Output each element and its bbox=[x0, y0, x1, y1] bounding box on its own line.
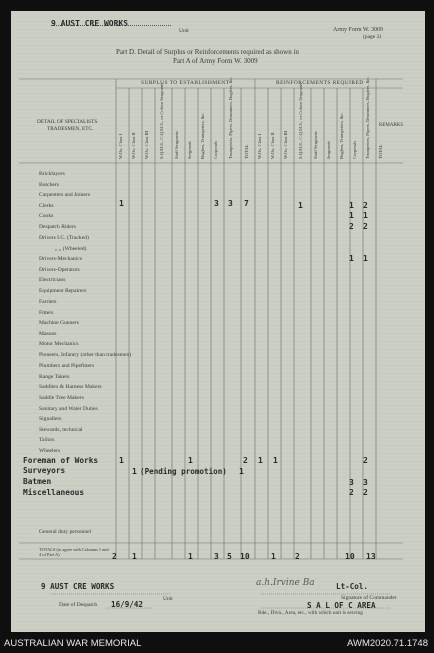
archive-footer bbox=[0, 632, 434, 653]
cell-totals-s2: 1 bbox=[132, 552, 137, 561]
row-label: Despatch Riders bbox=[39, 224, 76, 230]
cell-foreman-s6: 1 bbox=[188, 456, 193, 465]
unit-label: Unit bbox=[179, 28, 189, 34]
cell-totals-s10: 10 bbox=[240, 552, 250, 561]
despatch-date-label: Date of Despatch bbox=[59, 602, 98, 608]
cell-drivers-mech-r8: 1 bbox=[349, 254, 354, 263]
cell-foreman-r10: 2 bbox=[363, 456, 368, 465]
surplus-column-header: W.Os. Class III bbox=[144, 130, 149, 159]
cell-foreman-s1: 1 bbox=[119, 456, 124, 465]
cell-batmen-r8: 3 bbox=[349, 478, 354, 487]
archive-reference: AWM2020.71.1748 bbox=[347, 638, 428, 649]
surplus-header: SURPLUS TO ESTABLISHMENT bbox=[141, 80, 230, 86]
surplus-column-header: Corporals bbox=[213, 140, 218, 159]
row-label: Sanitary and Water Duties bbox=[39, 406, 98, 412]
row-label: Drivers I.C. (Tracked) bbox=[39, 235, 89, 241]
row-general-duty: General duty personnel bbox=[39, 529, 92, 535]
row-label: „ „ (Wheeled) bbox=[55, 246, 87, 252]
row-label: Clerks bbox=[39, 203, 54, 209]
row-label: Fitters bbox=[39, 310, 54, 316]
despatch-date: 16/9/42 bbox=[111, 600, 144, 609]
reinforcement-column-header: Corporals bbox=[352, 140, 357, 159]
signature-label: Signature of Commander bbox=[341, 595, 397, 601]
detail-header-line2: TRADESMEN, ETC. bbox=[47, 126, 94, 132]
reinforcement-column-header: W.Os. Class III bbox=[283, 130, 288, 159]
area-label: Bde., Divn., Area, etc., with which unit is serving bbox=[258, 610, 363, 616]
cell-totals-s1: 2 bbox=[112, 552, 117, 561]
cell-batmen-r10: 3 bbox=[363, 478, 368, 487]
row-label: Plumbers and Pipefitters bbox=[39, 363, 94, 369]
cell-foreman-r2: 1 bbox=[273, 456, 278, 465]
row-label: Tailors bbox=[39, 437, 55, 443]
cell-despatch-r10: 2 bbox=[363, 222, 368, 231]
cell-totals-r1: 1 bbox=[271, 552, 276, 561]
surplus-column-header: W.Os. Class I bbox=[118, 133, 123, 159]
cell-clerks-r10: 2 bbox=[363, 201, 368, 210]
surplus-column-header: W.Os. Class II bbox=[131, 132, 136, 159]
row-surveyors: Surveyors bbox=[23, 466, 66, 475]
row-label: Carpenters and Joiners bbox=[39, 192, 90, 198]
commander-rank: Lt-Col. bbox=[336, 582, 369, 591]
reinforcement-column-header: Staff Sergeants bbox=[313, 131, 318, 159]
surplus-column-header: Staff Sergeants bbox=[174, 131, 179, 159]
cell-clerks-r8: 1 bbox=[349, 201, 354, 210]
row-label: Wheelers bbox=[39, 448, 61, 454]
row-label: Bricklayers bbox=[39, 171, 65, 177]
commander-signature: a.h.Irvine Ba bbox=[256, 578, 315, 588]
cell-clerks-s9: 3 bbox=[228, 199, 233, 208]
unit-typed: 9 AUST CRE WORKS bbox=[51, 19, 129, 28]
cell-totals-r10: 13 bbox=[366, 552, 376, 561]
row-label: Stewards, technical bbox=[39, 427, 83, 433]
row-label: Electricians bbox=[39, 277, 66, 283]
remarks-header: REMARKS bbox=[379, 123, 404, 128]
row-label: Signallers bbox=[39, 416, 62, 422]
surplus-column-header: Buglers, Trumpeters, &c. bbox=[200, 112, 205, 159]
row-label: Masons bbox=[39, 331, 57, 337]
cell-foreman-s10: 2 bbox=[243, 456, 248, 465]
surplus-column-header: S.Q.M.S., C.Q.M.S., or Colour Sergeants bbox=[159, 83, 164, 159]
cell-despatch-r8: 2 bbox=[349, 222, 354, 231]
row-label: Butchers bbox=[39, 182, 59, 188]
archive-name: AUSTRALIAN WAR MEMORIAL bbox=[4, 638, 142, 649]
row-label: Motor Mechanics bbox=[39, 341, 79, 347]
part-title-line2: Part A of Army Form W. 3009 bbox=[173, 57, 258, 65]
row-foreman-of-works: Foreman of Works bbox=[23, 456, 99, 465]
cell-totals-s6: 1 bbox=[188, 552, 193, 561]
cell-totals-r8: 10 bbox=[345, 552, 355, 561]
reinforcement-column-header: Buglers, Trumpeters, &c. bbox=[339, 112, 344, 159]
cell-clerks-s8: 3 bbox=[214, 199, 219, 208]
reinforcement-column-header: W.Os. Class I bbox=[257, 133, 262, 159]
reinforcement-column-header: TOTAL bbox=[378, 144, 383, 159]
row-label: Cooks bbox=[39, 213, 54, 219]
cell-drivers-mech-r10: 1 bbox=[363, 254, 368, 263]
row-label: Drivers-Operators bbox=[39, 267, 80, 273]
bottom-unit-label: Unit bbox=[163, 596, 173, 602]
part-title-line1: Part D. Detail of Surplus or Reinforcements required as shown in bbox=[116, 48, 299, 56]
cell-surveyors-s10: 1 bbox=[239, 467, 244, 476]
reinforcement-column-header: S.Q.M.S., C.Q.M.S., or Colour Sergeants bbox=[298, 83, 303, 159]
cell-foreman-r1: 1 bbox=[258, 456, 263, 465]
cell-clerks-s10: 7 bbox=[244, 199, 249, 208]
row-label: Pioneers, Infantry (other than tradesmen) bbox=[39, 352, 132, 358]
row-batmen: Batmen bbox=[23, 477, 52, 486]
row-label: Farriers bbox=[39, 299, 57, 305]
surplus-column-header: TOTAL bbox=[244, 144, 249, 159]
reinforcement-column-header: Trumpeters, Pipers, Drummers, Buglers, &c. bbox=[365, 76, 370, 159]
cell-surveyors-s2: 1 bbox=[132, 467, 137, 476]
row-label: Saddlers & Harness Makers bbox=[39, 384, 102, 390]
reinforcements-header: REINFORCEMENTS REQUIRED bbox=[276, 80, 364, 86]
surplus-column-header: Sergeants bbox=[187, 141, 192, 159]
totals-label: TOTALS (to agree with Columns 1 and 4 of Part A) bbox=[39, 547, 109, 557]
reinforcement-column-header: Sergeants bbox=[326, 141, 331, 159]
row-label: Machine Gunners bbox=[39, 320, 79, 326]
surplus-column-header: Trumpeters, Pipers, Drummers, Buglers, &c. bbox=[228, 76, 233, 159]
detail-header-line1: DETAIL OF SPECIALISTS bbox=[37, 119, 98, 125]
cell-totals-s9: 5 bbox=[227, 552, 232, 561]
form-ref: Army Form W. 3009 bbox=[333, 27, 384, 33]
page-ref: (page 2) bbox=[363, 34, 382, 40]
cell-totals-r2: 2 bbox=[295, 552, 300, 561]
row-miscellaneous: Miscellaneous bbox=[23, 488, 85, 497]
cell-cooks-r8: 1 bbox=[349, 211, 354, 220]
cell-cooks-r10: 1 bbox=[363, 211, 368, 220]
cell-clerks-s1: 1 bbox=[119, 199, 124, 208]
row-label: Equipment Repairers bbox=[39, 288, 87, 294]
cell-misc-r8: 2 bbox=[349, 488, 354, 497]
row-label: Drivers-Mechanics bbox=[39, 256, 82, 262]
row-label: Range Takers bbox=[39, 374, 70, 380]
area-typed: S A L OF C AREA bbox=[307, 601, 376, 610]
cell-totals-s8: 3 bbox=[214, 552, 219, 561]
row-label: Saddle Tree Makers bbox=[39, 395, 84, 401]
cell-clerks-r4: 1 bbox=[298, 201, 303, 210]
army-form-page bbox=[11, 11, 425, 632]
bottom-unit-typed: 9 AUST CRE WORKS bbox=[41, 582, 115, 591]
cell-misc-r10: 2 bbox=[363, 488, 368, 497]
reinforcement-column-header: W.Os. Class II bbox=[270, 132, 275, 159]
cell-surveyors-note: (Pending promotion) bbox=[140, 467, 227, 476]
